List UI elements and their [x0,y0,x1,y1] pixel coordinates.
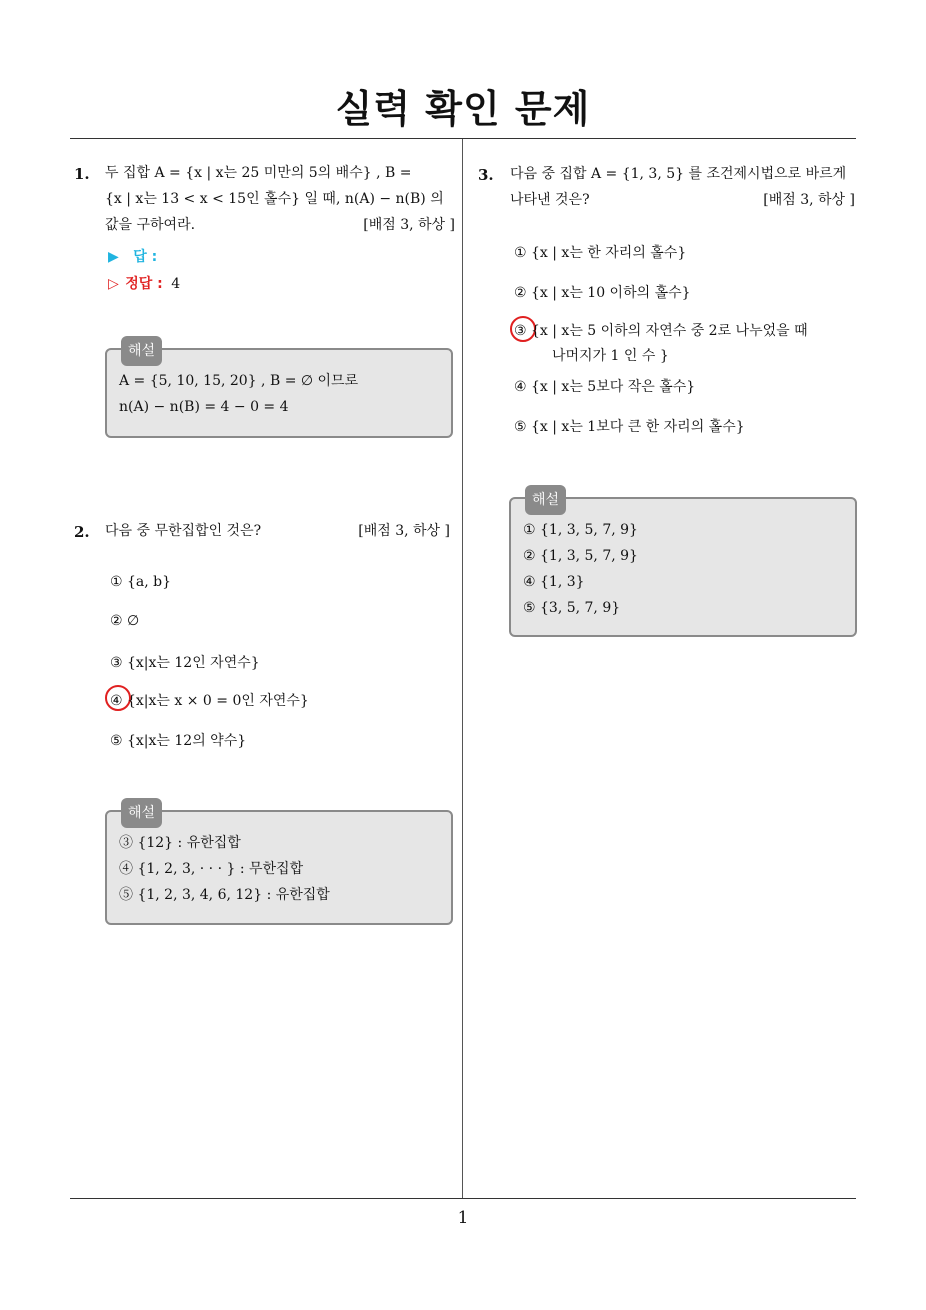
q2-option-3[interactable]: ③ {x|x는 12인 자연수} [110,655,260,671]
q1-solution-line: A = {5, 10, 15, 20} , B = ∅ 이므로 [119,373,359,389]
q1-meta: [배점 3, 하상 ] [363,217,455,233]
q3-number: 3. [478,166,494,184]
q1-answer-label: 답 : [133,249,158,265]
q1-answer-row [108,246,157,266]
q1-solution-box [105,343,453,438]
q3-meta: [배점 3, 하상 ] [763,192,855,208]
q2-option-1[interactable]: ① {a, b} [110,574,172,590]
q3-solution-tab: 해설 [525,485,566,515]
q1-correct-label: 정답 : [125,276,163,292]
q3-option-1[interactable]: ① {x | x는 한 자리의 홀수} [514,245,687,261]
play-icon: ▶ [108,249,119,265]
q3-text [510,161,855,213]
q1-correct-value: 4 [171,276,181,292]
q1-correct-row [108,273,180,293]
q3-option-4[interactable]: ④ {x | x는 5보다 작은 홀수} [514,379,696,395]
q2-solution-line: ⑤ {1, 2, 3, 4, 6, 12} : 유한집합 [119,887,330,903]
q3-option-3-cont: 나머지가 1 인 수 } [552,348,669,364]
q2-solution-tab: 해설 [121,798,162,828]
page-number: 1 [457,1208,469,1228]
q2-number: 2. [74,523,90,541]
q2-option-2[interactable]: ② ∅ [110,613,140,629]
q2-solution-line: ③ {12} : 유한집합 [119,835,241,851]
q1-number: 1. [74,165,90,183]
q3-line1: 다음 중 집합 A = {1, 3, 5} 를 조건제시법으로 바르게 [510,166,847,182]
q3-solution-line: ④ {1, 3} [523,574,585,590]
q3-solution-line: ② {1, 3, 5, 7, 9} [523,548,638,564]
q1-solution-tab: 해설 [121,336,162,366]
top-rule [70,138,856,139]
q2-option-4[interactable]: ④ {x|x는 x × 0 = 0인 자연수} [110,693,309,709]
q1-line2: {x | x는 13 < x < 15인 홀수} 일 때, n(A) − n(B) 의 [105,191,444,207]
q2-text [105,518,450,544]
q2-meta: [배점 3, 하상 ] [358,523,450,539]
q1-text [105,160,455,238]
q1-line3: 값을 구하여라. [105,217,196,233]
q3-option-2[interactable]: ② {x | x는 10 이하의 홀수} [514,285,691,301]
q2-solution-line: ④ {1, 2, 3, · · · } : 무한집합 [119,861,304,877]
q3-solution-line: ⑤ {3, 5, 7, 9} [523,600,621,616]
q3-solution-line: ① {1, 3, 5, 7, 9} [523,522,638,538]
column-divider [462,139,463,1199]
q1-solution-line: n(A) − n(B) = 4 − 0 = 4 [119,399,289,415]
q1-line1: 두 집합 A = {x | x는 25 미만의 5의 배수} , B = [105,165,412,181]
q3-option-3[interactable]: ③ {x | x는 5 이하의 자연수 중 2로 나누었을 때 [514,323,808,339]
q3-solution-box [509,492,857,637]
q2-question: 다음 중 무한집합인 것은? [105,523,262,539]
q3-line2: 나타낸 것은? [510,192,590,208]
q2-option-5[interactable]: ⑤ {x|x는 12의 약수} [110,733,247,749]
bottom-rule [70,1198,856,1199]
q2-solution-box [105,805,453,925]
q3-option-5[interactable]: ⑤ {x | x는 1보다 큰 한 자리의 홀수} [514,419,745,435]
hollow-play-icon: ▷ [108,276,119,292]
page-title: 실력 확인 문제 [335,87,591,131]
